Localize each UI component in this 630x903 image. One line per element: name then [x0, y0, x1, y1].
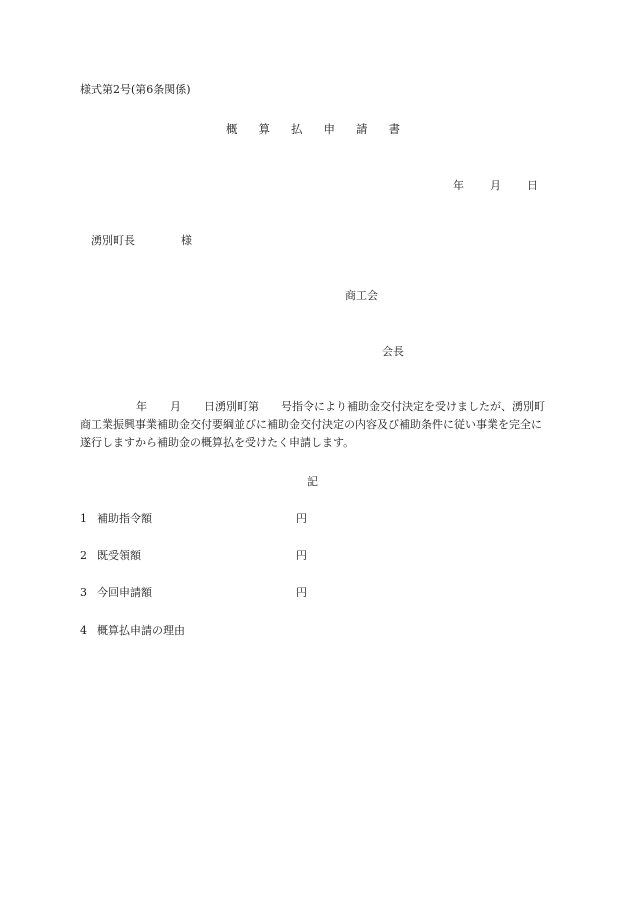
- title-char: 書: [388, 122, 400, 136]
- item-number: 3: [80, 586, 87, 599]
- date-month: 月: [490, 179, 501, 192]
- item-unit: 円: [296, 549, 307, 562]
- item-label: 概算払申請の理由: [97, 624, 185, 637]
- item-label: 今回申請額: [97, 586, 152, 599]
- item-number: 4: [80, 624, 87, 637]
- title-char: 算: [258, 122, 270, 136]
- date-line: [453, 177, 538, 193]
- item-number: 1: [80, 512, 87, 525]
- body-day-prefix: 日湧別町第: [204, 400, 259, 413]
- addressee: [91, 232, 192, 248]
- item-unit: 円: [296, 512, 307, 525]
- title-char: 払: [291, 122, 303, 136]
- ki-heading: 記: [307, 475, 318, 488]
- item-unit: 円: [296, 586, 307, 599]
- sender-title: 会長: [382, 345, 404, 358]
- item-number: 2: [80, 549, 87, 562]
- addressee-name: 湧別町長: [91, 234, 135, 247]
- list-item: [80, 622, 185, 638]
- list-item: [80, 584, 152, 600]
- application-body: [80, 398, 550, 452]
- list-item: [80, 547, 141, 563]
- item-label: 既受領額: [97, 549, 141, 562]
- body-year: 年: [136, 400, 147, 413]
- title-char: 概: [226, 122, 238, 136]
- title-char: 請: [356, 122, 368, 136]
- body-text: 号指令により補助金交付決定を受けましたが、湧別町商工業振興事業補助金交付要綱並びに補助金交付決定の内容及び補助条件に従い事業を完全に遂行しますから補助金の概算払を受けたく申請します。: [80, 400, 545, 449]
- list-item: [80, 510, 152, 526]
- body-month: 月: [170, 400, 181, 413]
- date-year: 年: [453, 179, 464, 192]
- addressee-honorific: 様: [181, 234, 192, 247]
- document-title: [226, 121, 400, 137]
- form-number: 様式第2号(第6条関係): [80, 83, 191, 96]
- date-day: 日: [527, 179, 538, 192]
- title-char: 申: [323, 122, 335, 136]
- sender-organization: 商工会: [345, 289, 378, 302]
- item-label: 補助指令額: [97, 512, 152, 525]
